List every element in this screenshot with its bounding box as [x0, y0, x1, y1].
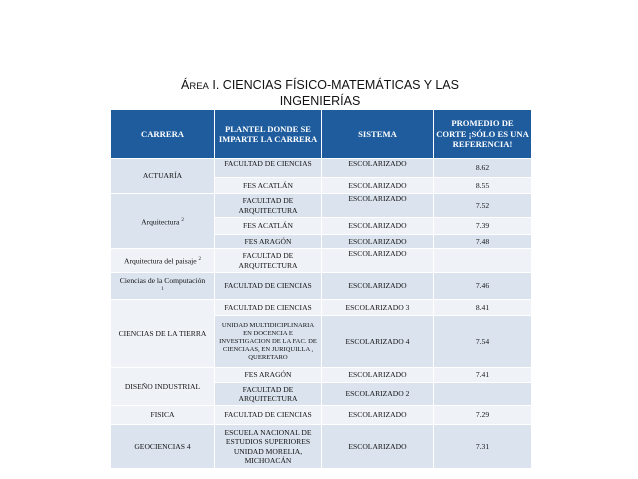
carrera-cell: ACTUARÍA — [111, 159, 215, 194]
sistema-cell: ESCOLARIZADO — [322, 178, 434, 194]
table-row — [111, 194, 532, 218]
table-row — [111, 273, 532, 300]
carrera-cell: FISICA — [111, 406, 215, 425]
plantel-cell: FACULTAD DE CIENCIAS — [215, 406, 322, 425]
plantel-cell: FES ACATLÁN — [215, 178, 322, 194]
carrera-cell: GEOCIENCIAS 4 — [111, 425, 215, 469]
plantel-cell: FES ARAGÓN — [215, 368, 322, 383]
careers-table — [110, 109, 532, 469]
promedio-cell: 8.41 — [434, 300, 532, 316]
sistema-cell: ESCOLARIZADO 4 — [322, 316, 434, 368]
promedio-cell: 7.31 — [434, 425, 532, 469]
sistema-cell: ESCOLARIZADO — [322, 425, 434, 469]
table-row — [111, 249, 532, 273]
plantel-cell: FACULTAD DE CIENCIAS — [215, 300, 322, 316]
promedio-cell: 7.41 — [434, 368, 532, 383]
promedio-cell: 7.39 — [434, 218, 532, 235]
sistema-cell: ESCOLARIZADO — [322, 235, 434, 249]
sistema-cell: ESCOLARIZADO — [322, 273, 434, 300]
promedio-cell: 7.52 — [434, 194, 532, 218]
plantel-cell: FACULTAD DE ARQUITECTURA — [215, 249, 322, 273]
carrera-cell: DISEÑO INDUSTRIAL — [111, 368, 215, 406]
promedio-cell: 8.55 — [434, 178, 532, 194]
promedio-cell: 8.62 — [434, 159, 532, 178]
plantel-cell: FACULTAD DE CIENCIAS — [215, 273, 322, 300]
carrera-cell: Arquitectura $^2$ — [111, 194, 215, 249]
sistema-cell: ESCOLARIZADO — [322, 194, 434, 218]
table-header-row — [111, 110, 532, 159]
sistema-cell: ESCOLARIZADO — [322, 218, 434, 235]
plantel-cell: FES ARAGÓN — [215, 235, 322, 249]
header-carrera: CARRERA — [111, 110, 215, 159]
carrera-cell: CIENCIAS DE LA TIERRA — [111, 300, 215, 368]
header-promedio: PROMEDIO DE CORTE ¡SÓLO ES UNA REFERENCIA! — [434, 110, 532, 159]
promedio-cell: 7.29 — [434, 406, 532, 425]
sistema-cell: ESCOLARIZADO — [322, 249, 434, 273]
promedio-cell — [434, 383, 532, 406]
sistema-cell: ESCOLARIZADO — [322, 406, 434, 425]
promedio-cell: 7.54 — [434, 316, 532, 368]
table-row — [111, 159, 532, 178]
plantel-cell: ESCUELA NACIONAL DE ESTUDIOS SUPERIORES UNIDAD MORELIA, MICHOACÁN — [215, 425, 322, 469]
promedio-cell: 7.48 — [434, 235, 532, 249]
plantel-cell: FACULTAD DE CIENCIAS — [215, 159, 322, 178]
header-plantel: PLANTEL DONDE SE IMPARTE LA CARRERA — [215, 110, 322, 159]
plantel-cell: FES ACATLÁN — [215, 218, 322, 235]
promedio-cell: 7.46 — [434, 273, 532, 300]
carrera-cell: Ciencias de la Computación $^1$ — [111, 273, 215, 300]
carrera-cell: Arquitectura del paisaje $^2$ — [111, 249, 215, 273]
header-sistema: SISTEMA — [322, 110, 434, 159]
sistema-cell: ESCOLARIZADO 3 — [322, 300, 434, 316]
plantel-cell: FACULTAD DE ARQUITECTURA — [215, 194, 322, 218]
sistema-cell: ESCOLARIZADO 2 — [322, 383, 434, 406]
table-row — [111, 300, 532, 316]
plantel-cell: UNIDAD MULTIDICIPLINARIA EN DOCENCIA E INVESTIGACION DE LA FAC. DE CIENCIAAS, EN JURIQUILLA , QUERETARO — [215, 316, 322, 368]
sistema-cell: ESCOLARIZADO — [322, 159, 434, 178]
sistema-cell: ESCOLARIZADO — [322, 368, 434, 383]
promedio-cell — [434, 249, 532, 273]
plantel-cell: FACULTAD DE ARQUITECTURA — [215, 383, 322, 406]
table-row — [111, 368, 532, 383]
table-row — [111, 406, 532, 425]
page-title: ÁREA I. CIENCIAS FÍSICO-MATEMÁTICAS Y LAS INGENIERÍAS — [181, 78, 459, 108]
table-row — [111, 425, 532, 469]
